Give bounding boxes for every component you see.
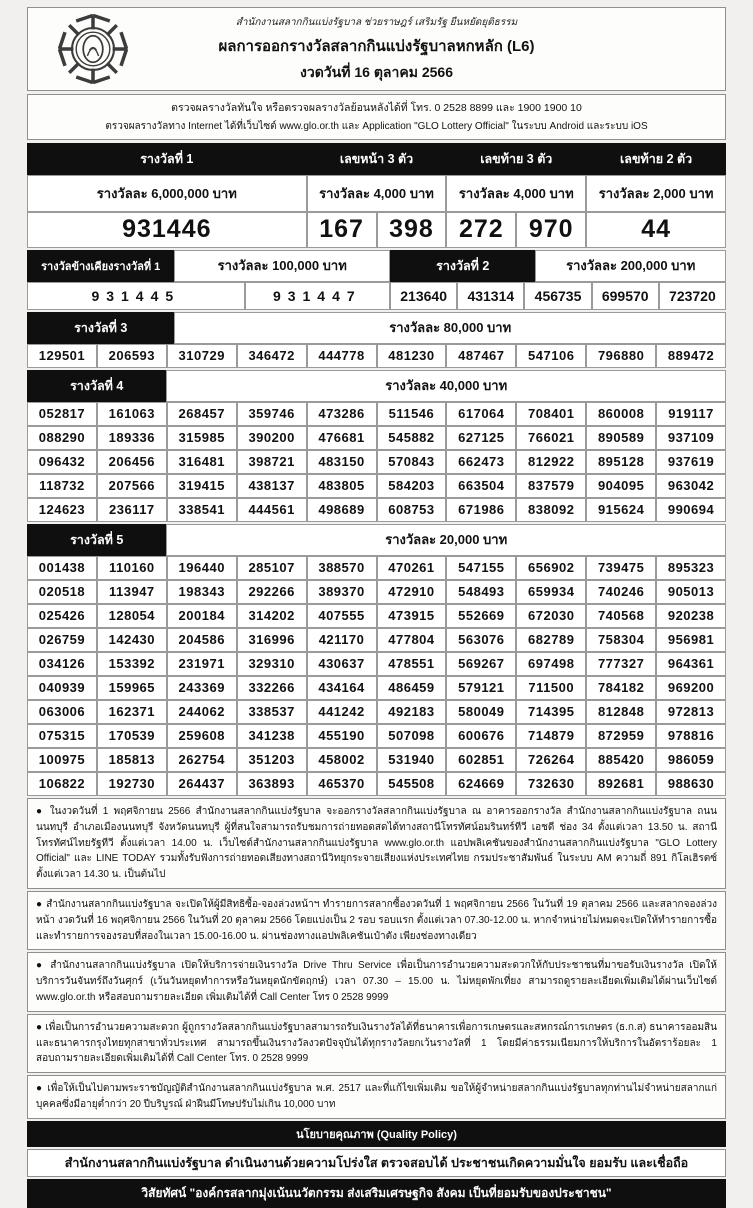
prize-number: 110160 [97, 556, 167, 580]
prize-number: 285107 [237, 556, 307, 580]
fifth-prize-amount: รางวัลละ 20,000 บาท [166, 524, 726, 556]
prize-number: 196440 [167, 556, 237, 580]
fifth-prize-numbers [27, 556, 726, 796]
third-prize-label: รางวัลที่ 3 [27, 312, 174, 344]
prize-number: 552669 [446, 604, 516, 628]
front3-label: เลขหน้า 3 ตัว [307, 143, 447, 175]
prize-number: 545508 [377, 772, 447, 796]
prize-number: 040939 [27, 676, 97, 700]
prize-number: 978816 [656, 724, 726, 748]
prize-number: 185813 [97, 748, 167, 772]
prize-number: 889472 [656, 344, 726, 368]
prize-number: 315985 [167, 426, 237, 450]
first-prize-amount: รางวัลละ 6,000,000 บาท [27, 175, 307, 212]
prize-number: 672030 [516, 604, 586, 628]
prize-number: 627125 [446, 426, 516, 450]
notes-section [27, 798, 726, 1119]
prize-number: 338537 [237, 700, 307, 724]
last2-label: เลขท้าย 2 ตัว [586, 143, 726, 175]
prize-number: 020518 [27, 580, 97, 604]
prize-number: 511546 [377, 402, 447, 426]
prize-number: 507098 [377, 724, 447, 748]
prize-number: 892681 [586, 772, 656, 796]
prize-number: 602851 [446, 748, 516, 772]
prize-number: 739475 [586, 556, 656, 580]
prize-number: 812922 [516, 450, 586, 474]
prize-number: 096432 [27, 450, 97, 474]
prize-number: 732630 [516, 772, 586, 796]
prize-number: 259608 [167, 724, 237, 748]
prize-number: 963042 [656, 474, 726, 498]
prize-number: 740246 [586, 580, 656, 604]
third-prize-numbers [27, 344, 726, 368]
second-prize-number: 699570 [592, 282, 659, 310]
prize-number: 478551 [377, 652, 447, 676]
prize-number: 937109 [656, 426, 726, 450]
fifth-prize-table [27, 524, 726, 796]
prize-number: 481230 [377, 344, 447, 368]
second-prize-number: 723720 [659, 282, 726, 310]
prize-number: 153392 [97, 652, 167, 676]
prize-number: 659934 [516, 580, 586, 604]
prize-number: 608753 [377, 498, 447, 522]
prize-number: 198343 [167, 580, 237, 604]
adjacent-first-amount: รางวัลละ 100,000 บาท [174, 250, 390, 282]
prize-number: 476681 [307, 426, 377, 450]
prize-number: 905013 [656, 580, 726, 604]
prize-number: 243369 [167, 676, 237, 700]
prize-number: 346472 [237, 344, 307, 368]
prize-number: 390200 [237, 426, 307, 450]
prize-number: 075315 [27, 724, 97, 748]
prize-number: 329310 [237, 652, 307, 676]
prize-number: 563076 [446, 628, 516, 652]
second-prize-number: 456735 [524, 282, 591, 310]
fourth-prize-label: รางวัลที่ 4 [27, 370, 166, 402]
prize-number: 860008 [586, 402, 656, 426]
prize-number: 580049 [446, 700, 516, 724]
front3-amount: รางวัลละ 4,000 บาท [307, 175, 447, 212]
prize-number: 487467 [446, 344, 516, 368]
note-item: ● สำนักงานสลากกินแบ่งรัฐบาล จะเปิดให้ผู้มีสิทธิซื้อ-จองล่วงหน้าฯ ทำรายการสลากซื้องวดวันที่ 1 พฤศจิกายน 2566 ในวันที่ 19 ตุลาคม 2566 และสลากจองล่วงหน้า งวดวันที่ 16 พฤศจิกายน 2566 ในวันที่ 20 ตุลาคม 2566 โดยแบ่งเป็น 2 รอบ รอบแรก ตั้งแต่เวลา 07.30-12.00 น. หากจำหน่ายไม่หมดจะเปิดให้ทำรายการซื้อ และทำรายการจองรอบที่สองในเวลา 15.00-16.00 น. ผ่านช่องทางแอปพลิเคชันเป๋าตัง เพียงช่องทางเดียว [27, 891, 726, 950]
prize-number: 430637 [307, 652, 377, 676]
prize-number: 088290 [27, 426, 97, 450]
last3-amount: รางวัลละ 4,000 บาท [446, 175, 586, 212]
prize-number: 310729 [167, 344, 237, 368]
check-results-info [27, 94, 726, 140]
prize-number: 407555 [307, 604, 377, 628]
prize-number: 617064 [446, 402, 516, 426]
glo-emblem-icon [58, 14, 128, 84]
prize-number: 682789 [516, 628, 586, 652]
prize-number: 026759 [27, 628, 97, 652]
prize-number: 316481 [167, 450, 237, 474]
prize-number: 206456 [97, 450, 167, 474]
prize-number: 231971 [167, 652, 237, 676]
prize-number: 161063 [97, 402, 167, 426]
adjacent-first-number-1: 931445 [27, 282, 245, 310]
last2-number: 44 [586, 212, 726, 248]
last3-number-2: 970 [516, 212, 586, 248]
prize-number: 458002 [307, 748, 377, 772]
prize-number: 001438 [27, 556, 97, 580]
prize-number: 351203 [237, 748, 307, 772]
prize-number: 262754 [167, 748, 237, 772]
note-item: ● ในงวดวันที่ 1 พฤศจิกายน 2566 สำนักงานสลากกินแบ่งรัฐบาล จะออกรางวัลสลากกินแบ่งรัฐบาล ณ อาคารออกรางวัล สำนักงานสลากกินแบ่งรัฐบาล ถนนนนทบุรี อำเภอเมืองนนทบุรี จังหวัดนนทบุรี ผู้ที่สนใจสามารถรับชมการถ่ายทอดสดได้ทางสถานีโทรทัศน์อมรินทร์ทีวี เอชดี ช่อง 34 ตั้งแต่เวลา 13.50 น. สถานีโทรทัศน์ไทยรัฐทีวี ตั้งแต่เวลา 14.00 น. เว็บไซต์สำนักงานสลากกินแบ่งรัฐบาล www.glo.or.th แอปพลิเคชันของสำนักงานสลากกินแบ่งรัฐบาล "GLO Lottery Official" และ LINE TODAY รวมทั้งรับฟังการถ่ายทอดเสียงทางสถานีวิทยุกระจายเสียงแห่งประเทศไทย กรมประชาสัมพันธ์ ในระบบ AM ความถี่ 891 กิโลเฮิรตซ์ ตั้งแต่เวลา 14.30 น. เป็นต้นไป [27, 798, 726, 889]
prize-number: 034126 [27, 652, 97, 676]
prize-number: 052817 [27, 402, 97, 426]
second-prize-label: รางวัลที่ 2 [390, 250, 535, 282]
prize-number: 192730 [97, 772, 167, 796]
prize-number: 473915 [377, 604, 447, 628]
fourth-prize-table [27, 370, 726, 522]
prize-number: 465370 [307, 772, 377, 796]
first-prize-number: 931446 [27, 212, 307, 248]
prize-number: 118732 [27, 474, 97, 498]
last3-number-1: 272 [446, 212, 516, 248]
second-prize-number: 431314 [457, 282, 524, 310]
prize-number: 398721 [237, 450, 307, 474]
top-prizes-table [27, 143, 726, 248]
prize-number: 895128 [586, 450, 656, 474]
prize-number: 714879 [516, 724, 586, 748]
prize-number: 363893 [237, 772, 307, 796]
prize-number: 244062 [167, 700, 237, 724]
adjacent-and-second-prize-table [27, 250, 726, 310]
prize-number: 473286 [307, 402, 377, 426]
prize-number: 885420 [586, 748, 656, 772]
prize-number: 292266 [237, 580, 307, 604]
glo-motto: สำนักงานสลากกินแบ่งรัฐบาล ช่วยราษฎร์ เสริมรัฐ ยืนหยัดยุติธรรม [235, 16, 518, 28]
info-internet-line: ตรวจผลรางวัลทาง Internet ได้ที่เว็บไซต์ www.glo.or.th และ Application "GLO Lottery Official" ในระบบ Android และระบบ iOS [105, 121, 648, 132]
third-prize-table [27, 312, 726, 368]
prize-number: 740568 [586, 604, 656, 628]
prize-number: 170539 [97, 724, 167, 748]
prize-number: 159965 [97, 676, 167, 700]
prize-number: 708401 [516, 402, 586, 426]
prize-number: 124623 [27, 498, 97, 522]
prize-number: 890589 [586, 426, 656, 450]
prize-number: 268457 [167, 402, 237, 426]
prize-number: 697498 [516, 652, 586, 676]
prize-number: 207566 [97, 474, 167, 498]
prize-number: 470261 [377, 556, 447, 580]
prize-number: 663504 [446, 474, 516, 498]
note-item: ● เพื่อเป็นการอำนวยความสะดวก ผู้ถูกรางวัลสลากกินแบ่งรัฐบาลสามารถรับเงินรางวัลได้ที่ธนาคารเพื่อการเกษตรและสหกรณ์การเกษตร (ธ.ก.ส) ธนาคารออมสิน และธนาคารกรุงไทยทุกสาขาทั่วประเทศ สามารถขึ้นเงินรางวัลงวดปัจจุบันได้ทุกรางวัลยกเว้นรางวัลที่ 1 โดยมีค่าธรรมเนียมการให้บริการในอัตราร้อยละ 1 สอบถามรายละเอียดเพิ่มเติมได้ที่ Call Center โทร. 0 2528 9999 [27, 1014, 726, 1073]
prize-number: 129501 [27, 344, 97, 368]
prize-number: 937619 [656, 450, 726, 474]
adjacent-first-number-2: 931447 [245, 282, 390, 310]
prize-number: 714395 [516, 700, 586, 724]
page-title: ผลการออกรางวัลสลากกินแบ่งรัฐบาลหกหลัก (L6) [218, 37, 535, 55]
second-prize-amount: รางวัลละ 200,000 บาท [535, 250, 726, 282]
prize-number: 547106 [516, 344, 586, 368]
prize-number: 920238 [656, 604, 726, 628]
prize-number: 838092 [516, 498, 586, 522]
fourth-prize-amount: รางวัลละ 40,000 บาท [166, 370, 726, 402]
prize-number: 547155 [446, 556, 516, 580]
prize-number: 332266 [237, 676, 307, 700]
prize-number: 162371 [97, 700, 167, 724]
prize-number: 600676 [446, 724, 516, 748]
prize-number: 671986 [446, 498, 516, 522]
prize-number: 314202 [237, 604, 307, 628]
prize-number: 359746 [237, 402, 307, 426]
prize-number: 455190 [307, 724, 377, 748]
prize-number: 766021 [516, 426, 586, 450]
prize-number: 189336 [97, 426, 167, 450]
prize-number: 434164 [307, 676, 377, 700]
info-phone-line: ตรวจผลรางวัลทันใจ หรือตรวจผลรางวัลย้อนหลังได้ที่ โทร. 0 2528 8899 และ 1900 1900 10 [171, 102, 582, 114]
front3-number-2: 398 [377, 212, 447, 248]
prize-number: 956981 [656, 628, 726, 652]
prize-number: 531940 [377, 748, 447, 772]
prize-number: 483150 [307, 450, 377, 474]
last3-label: เลขท้าย 3 ตัว [446, 143, 586, 175]
prize-number: 388570 [307, 556, 377, 580]
prize-number: 872959 [586, 724, 656, 748]
prize-number: 988630 [656, 772, 726, 796]
prize-number: 128054 [97, 604, 167, 628]
prize-number: 837579 [516, 474, 586, 498]
prize-number: 063006 [27, 700, 97, 724]
fourth-prize-numbers [27, 402, 726, 522]
prize-number: 656902 [516, 556, 586, 580]
adjacent-first-label: รางวัลข้างเคียงรางวัลที่ 1 [27, 250, 174, 282]
prize-number: 986059 [656, 748, 726, 772]
prize-number: 236117 [97, 498, 167, 522]
prize-number: 341238 [237, 724, 307, 748]
prize-number: 483805 [307, 474, 377, 498]
prize-number: 726264 [516, 748, 586, 772]
prize-number: 895323 [656, 556, 726, 580]
prize-number: 204586 [167, 628, 237, 652]
fifth-prize-label: รางวัลที่ 5 [27, 524, 166, 556]
prize-number: 569267 [446, 652, 516, 676]
prize-number: 100975 [27, 748, 97, 772]
prize-number: 919117 [656, 402, 726, 426]
prize-number: 142430 [97, 628, 167, 652]
quality-policy-header: นโยบายคุณภาพ (Quality Policy) [27, 1121, 726, 1147]
prize-number: 570843 [377, 450, 447, 474]
prize-number: 389370 [307, 580, 377, 604]
prize-number: 472910 [377, 580, 447, 604]
prize-number: 319415 [167, 474, 237, 498]
document-header [27, 7, 726, 91]
prize-number: 498689 [307, 498, 377, 522]
prize-number: 662473 [446, 450, 516, 474]
prize-number: 777327 [586, 652, 656, 676]
prize-number: 624669 [446, 772, 516, 796]
prize-number: 444561 [237, 498, 307, 522]
last2-amount: รางวัลละ 2,000 บาท [586, 175, 726, 212]
prize-number: 545882 [377, 426, 447, 450]
prize-number: 264437 [167, 772, 237, 796]
prize-number: 421170 [307, 628, 377, 652]
prize-number: 904095 [586, 474, 656, 498]
prize-number: 915624 [586, 498, 656, 522]
prize-number: 316996 [237, 628, 307, 652]
prize-number: 969200 [656, 676, 726, 700]
note-item: ● สำนักงานสลากกินแบ่งรัฐบาล เปิดให้บริการจ่ายเงินรางวัล Drive Thru Service เพื่อเป็นการอำนวยความสะดวกให้กับประชาชนที่มาขอรับเงินรางวัล เปิดให้บริการวันจันทร์ถึงวันศุกร์ (เว้นวันหยุดทำการหรือวันหยุดนักขัตฤกษ์) เวลา 07.30 – 15.00 น. ไม่หยุดพักเที่ยง สามารถดูรายละเอียดเพิ่มเติมได้ผ่านเว็บไซต์ www.glo.or.th หรือสอบถามรายละเอียด เพิ่มเติมได้ที่ Call Center โทร 0 2528 9999 [27, 952, 726, 1011]
prize-number: 796880 [586, 344, 656, 368]
prize-number: 113947 [97, 580, 167, 604]
front3-number-1: 167 [307, 212, 377, 248]
prize-number: 206593 [97, 344, 167, 368]
prize-number: 025426 [27, 604, 97, 628]
draw-date: งวดวันที่ 16 ตุลาคม 2566 [300, 63, 453, 80]
prize-number: 548493 [446, 580, 516, 604]
second-prize-number: 213640 [390, 282, 457, 310]
first-prize-label: รางวัลที่ 1 [27, 143, 307, 175]
prize-number: 477804 [377, 628, 447, 652]
prize-number: 486459 [377, 676, 447, 700]
prize-number: 579121 [446, 676, 516, 700]
prize-number: 338541 [167, 498, 237, 522]
prize-number: 964361 [656, 652, 726, 676]
prize-number: 758304 [586, 628, 656, 652]
prize-number: 444778 [307, 344, 377, 368]
prize-number: 438137 [237, 474, 307, 498]
prize-number: 812848 [586, 700, 656, 724]
lottery-results-page [27, 7, 726, 1208]
prize-number: 990694 [656, 498, 726, 522]
prize-number: 584203 [377, 474, 447, 498]
prize-number: 441242 [307, 700, 377, 724]
quality-policy-text: สำนักงานสลากกินแบ่งรัฐบาล ดำเนินงานด้วยความโปร่งใส ตรวจสอบได้ ประชาชนเกิดความมั่นใจ ยอมรับ และเชื่อถือ [27, 1149, 726, 1177]
prize-number: 106822 [27, 772, 97, 796]
prize-number: 200184 [167, 604, 237, 628]
prize-number: 492183 [377, 700, 447, 724]
third-prize-amount: รางวัลละ 80,000 บาท [174, 312, 726, 344]
vision-statement: วิสัยทัศน์ "องค์กรสลากมุ่งเน้นนวัตกรรม ส่งเสริมเศรษฐกิจ สังคม เป็นที่ยอมรับของประชาชน" [27, 1179, 726, 1208]
prize-number: 711500 [516, 676, 586, 700]
prize-number: 972813 [656, 700, 726, 724]
note-item: ● เพื่อให้เป็นไปตามพระราชบัญญัติสำนักงานสลากกินแบ่งรัฐบาล พ.ศ. 2517 และที่แก้ไขเพิ่มเติม ขอให้ผู้จำหน่ายสลากกินแบ่งรัฐบาลทุกท่านไม่จำหน่ายสลากแก่บุคคลซึ่งมีอายุต่ำกว่า 20 ปีบริบูรณ์ ฝ่าฝืนมีโทษปรับไม่เกิน 10,000 บาท [27, 1075, 726, 1119]
prize-number: 784182 [586, 676, 656, 700]
